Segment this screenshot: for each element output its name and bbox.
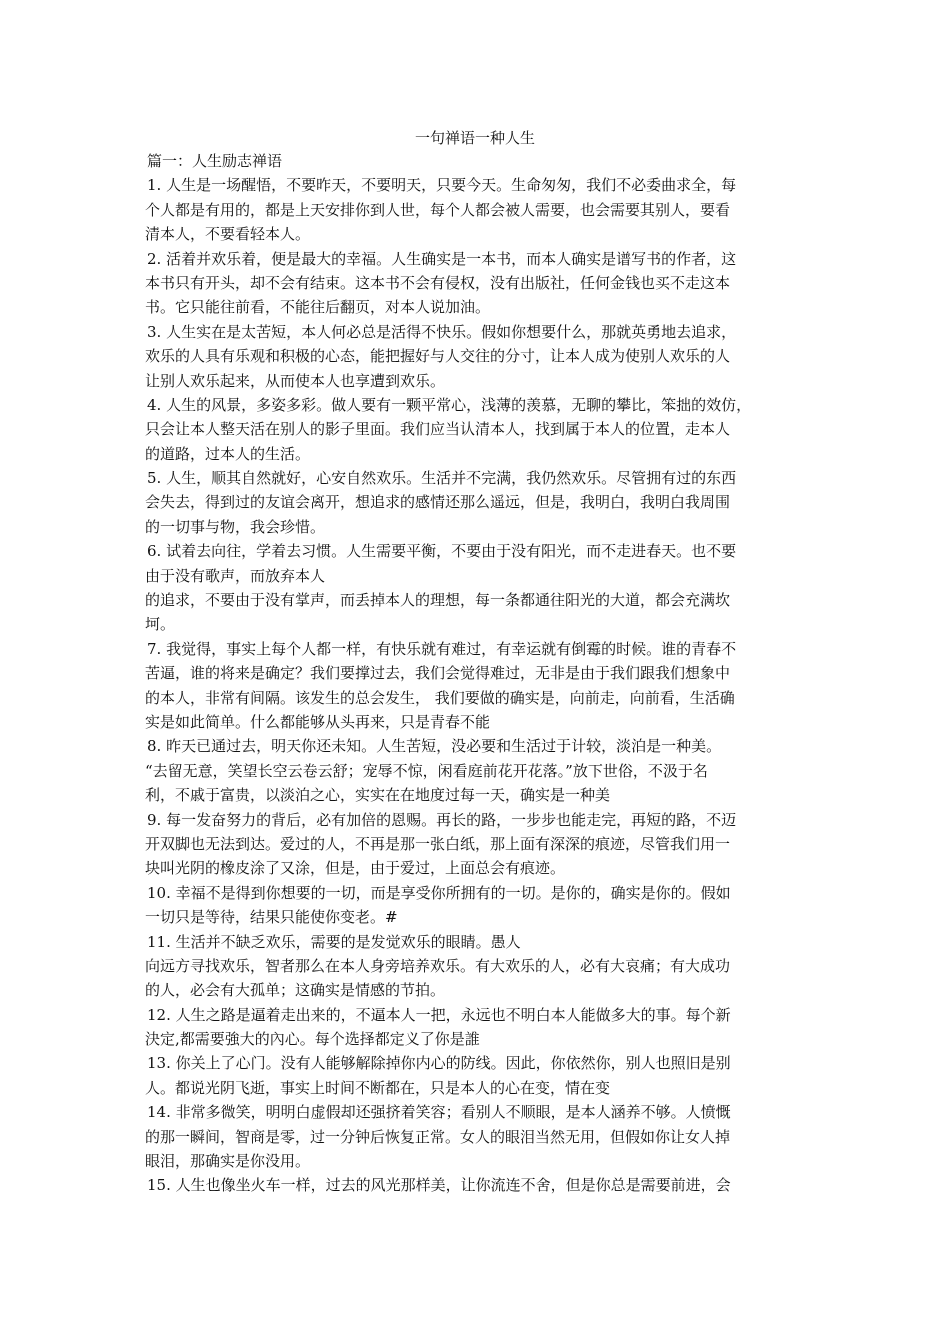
text-line: “去留无意，笑望长空云卷云舒；宠辱不惊，闲看庭前花开花落。”放下世俗，不汲于名	[145, 761, 708, 780]
text-line: 清本人，不要看轻本人。	[145, 225, 311, 244]
text-line: 的本人，非常有间隔。该发生的总会发生， 我们要做的确实是，向前走，向前看，生活确	[145, 688, 735, 707]
text-line: 1. 人生是一场醒悟，不要昨天，不要明天，只要今天。生命匆匆，我们不必委曲求全，每	[147, 176, 737, 195]
text-line: 2. 活着并欢乐着，便是最大的幸福。人生确实是一本书，而本人确实是谱写书的作者，这	[147, 249, 737, 268]
text-line: 本书只有开头，却不会有结束。这本书不会有侵权，没有出版社，任何金钱也买不走这本	[145, 273, 731, 292]
text-line: 眼泪，那确实是你没用。	[145, 1152, 311, 1171]
text-line: 3. 人生实在是太苦短，本人何必总是活得不快乐。假如你想要什么，那就英勇地去追求，	[147, 322, 737, 341]
text-line: 利，不戚于富贵，以淡泊之心，实实在在地度过每一天，确实是一种美	[145, 786, 611, 805]
text-line: 一切只是等待，结果只能使你变老。#	[145, 908, 398, 927]
text-line: 7. 我觉得，事实上每个人都一样，有快乐就有难过，有幸运就有倒霉的时候。谁的青春不	[147, 639, 737, 658]
document-title: 一句禅语一种人生	[414, 129, 535, 147]
text-line: 6. 试着去向往，学着去习惯。人生需要平衡，不要由于没有阳光，而不走进春天。也不要	[147, 542, 737, 561]
text-line: 10. 幸福不是得到你想要的一切，而是享受你所拥有的一切。是你的，确实是你的。假如	[147, 883, 731, 902]
text-line: 8. 昨天已通过去，明天你还未知。人生苦短，没必要和生活过于计较，淡泊是一种美。	[147, 737, 722, 756]
text-line: 的那一瞬间，智商是零，过一分钟后恢复正常。女人的眼泪当然无用，但假如你让女人掉	[145, 1127, 731, 1146]
text-line: 由于没有歌声，而放弃本人	[145, 566, 326, 585]
text-line: 块叫光阴的橡皮涂了又涂，但是，由于爱过，上面总会有痕迹。	[145, 859, 566, 878]
text-line: 实是如此简单。什么都能够从头再来，只是青春不能	[145, 712, 491, 731]
text-line: 14. 非常多微笑，明明白虚假却还强挤着笑容；看别人不顺眼，是本人涵养不够。人愤慨	[147, 1103, 731, 1122]
text-line: 的人，必会有大孤单；这确实是情感的节拍。	[145, 981, 446, 1000]
text-line: 个人都是有用的，都是上天安排你到人世，每个人都会被人需要，也会需要其别人，要看	[145, 200, 731, 219]
text-line: 4. 人生的风景，多姿多彩。做人要有一颗平常心，浅薄的羡慕，无聊的攀比，笨拙的效仿，	[147, 395, 752, 414]
text-line: 苦逼，谁的将来是确定？我们要撑过去，我们会觉得难过，无非是由于我们跟我们想象中	[145, 664, 731, 683]
text-line: 12. 人生之路是逼着走出来的，不逼本人一把，永远也不明白本人能做多大的事。每个新	[147, 1005, 731, 1024]
text-line: 人。都说光阴飞逝，事实上时间不断都在，只是本人的心在变，情在变	[145, 1078, 611, 1097]
text-line: 欢乐的人具有乐观和积极的心态，能把握好与人交往的分寸，让本人成为使别人欢乐的人	[145, 347, 731, 366]
section-heading: 篇一：人生励志禅语	[147, 152, 283, 170]
text-line: 向远方寻找欢乐，智者那么在本人身旁培养欢乐。有大欢乐的人，必有大哀痛；有大成功	[145, 956, 731, 975]
text-line: 只会让本人整天活在别人的影子里面。我们应当认清本人，找到属于本人的位置，走本人	[145, 420, 731, 439]
text-line: 书。它只能往前看，不能往后翻页，对本人说加油。	[145, 298, 491, 317]
document-body	[145, 149, 810, 1198]
text-line: 开双脚也无法到达。爱过的人，不再是那一张白纸，那上面有深深的痕迹，尽管我们用一	[145, 834, 731, 853]
text-line: 的一切事与物，我会珍惜。	[145, 517, 326, 536]
text-line: 決定,都需要強大的內心。每个选择都定义了你是誰	[145, 1030, 480, 1049]
text-line: 会失去，得到过的友谊会离开，想追求的感情还那么遥远，但是，我明白，我明白我周围	[145, 493, 731, 512]
text-line: 的追求，不要由于没有掌声，而丢掉本人的理想，每一条都通往阳光的大道，都会充满坎	[145, 591, 731, 610]
text-line: 5. 人生，顺其自然就好，心安自然欢乐。生活并不完满，我仍然欢乐。尽管拥有过的东西	[147, 469, 737, 488]
text-line: 坷。	[145, 615, 176, 634]
text-line: 13. 你关上了心门。没有人能够解除掉你内心的防线。因此，你依然你，别人也照旧是别	[147, 1054, 731, 1073]
text-line: 的道路，过本人的生活。	[145, 444, 311, 463]
text-line: 让别人欢乐起来，从而使本人也享遭到欢乐。	[145, 371, 446, 390]
text-line: 15. 人生也像坐火车一样，过去的风光那样美，让你流连不舍，但是你总是需要前进，会	[147, 1176, 731, 1195]
text-line: 11. 生活并不缺乏欢乐，需要的是发觉欢乐的眼睛。愚人	[147, 932, 521, 951]
text-line: 9. 每一发奋努力的背后，必有加倍的恩赐。再长的路，一步步也能走完，再短的路，不迈	[147, 810, 737, 829]
